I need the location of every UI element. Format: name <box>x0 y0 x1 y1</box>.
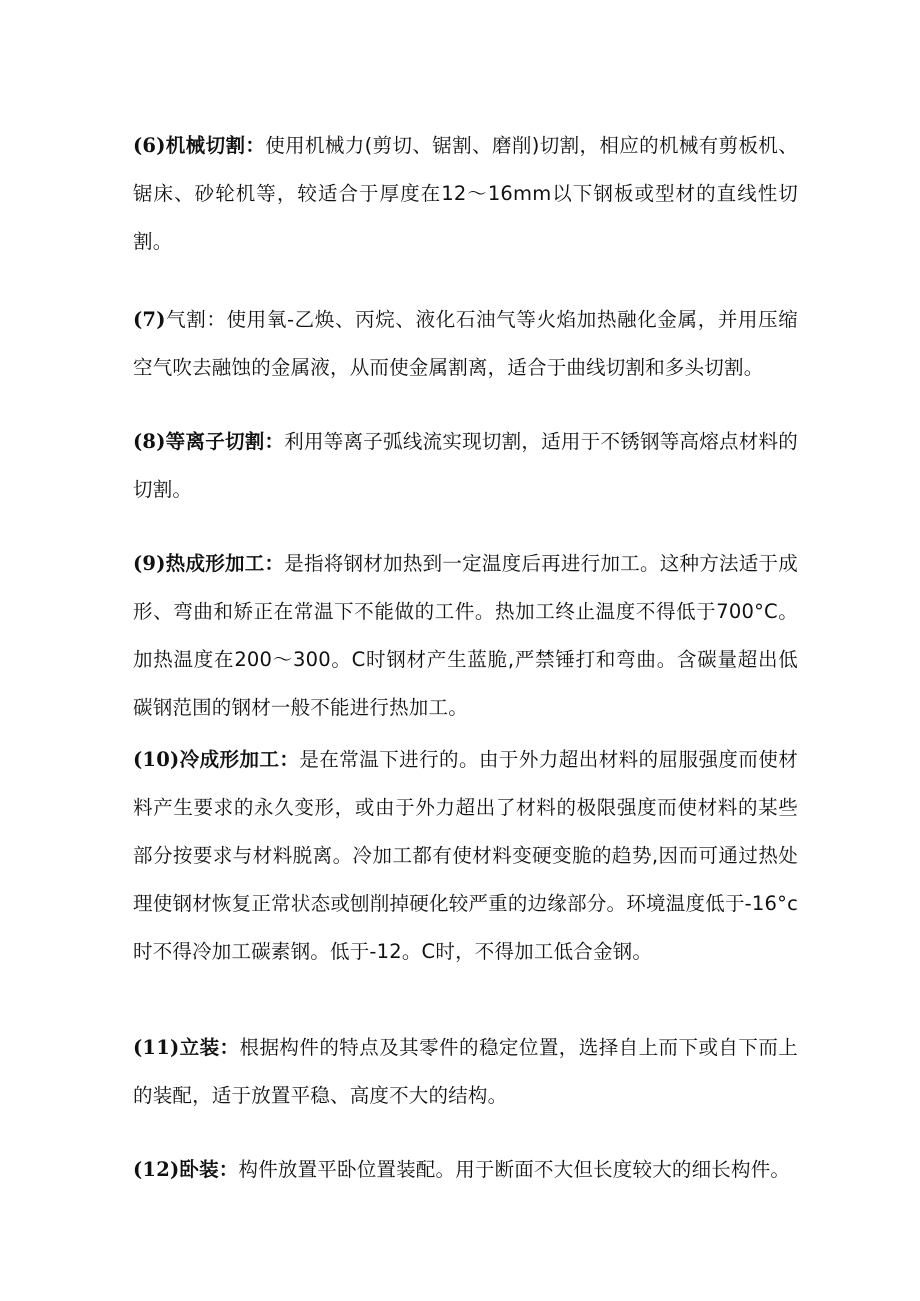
paragraph-heading: (8)等离子切割： <box>133 430 285 453</box>
paragraph-body: 使用机械力(剪切、锯割、磨削)切割，相应的机械有剪板机、锯床、砂轮机等，较适合于厚度在12～16mm以下钢板或型材的直线性切割。 <box>133 134 798 253</box>
paragraph-body: 气割：使用氧-乙焕、丙烷、液化石油气等火焰加热融化金属，并用压缩空气吹去融蚀的金属液，从而使金属割离，适合于曲线切割和多头切割。 <box>133 308 798 379</box>
paragraph-gas-cutting <box>133 296 798 392</box>
paragraph-mechanical-cutting <box>133 122 798 266</box>
paragraph-plasma-cutting <box>133 418 798 514</box>
paragraph-heading: (7) <box>133 308 166 331</box>
paragraph-vertical-assembly <box>133 1024 798 1120</box>
paragraph-heading: (12)卧装： <box>133 1158 239 1181</box>
paragraph-cold-forming <box>133 736 798 976</box>
paragraph-body: 构件放置平卧位置装配。用于断面不大但长度较大的细长构件。 <box>238 1158 791 1181</box>
paragraph-horizontal-assembly <box>133 1146 798 1194</box>
paragraph-heading: (11)立装： <box>133 1036 240 1059</box>
paragraph-body: 利用等离子弧线流实现切割，适用于不锈钢等高熔点材料的切割。 <box>133 430 799 501</box>
paragraph-heading: (9)热成形加工： <box>133 552 285 575</box>
paragraph-body: 根据构件的特点及其零件的稳定位置，选择自上而下或自下而上的装配，适于放置平稳、高度不大的结构。 <box>133 1036 798 1107</box>
paragraph-heading: (10)冷成形加工： <box>133 748 300 771</box>
paragraph-heading: (6)机械切割： <box>133 134 266 157</box>
paragraph-body: 是在常温下进行的。由于外力超出材料的屈服强度而使材料产生要求的永久变形，或由于外力超出了材料的极限强度而使材料的某些部分按要求与材料脱离。冷加工都有使材料变硬变脆的趋势,因而可通过热处理使钢材恢复正常状态或刨削掉硬化较严重的边缘部分。环境温度低于-16°c时不得冷加工碳素钢。低于-12。C时，不得加工低合金钢。 <box>133 748 798 963</box>
paragraph-body: 是指将钢材加热到一定温度后再进行加工。这种方法适于成形、弯曲和矫正在常温下不能做的工件。热加工终止温度不得低于700°C。加热温度在200～300。C时钢材产生蓝脆,严禁锤打和弯曲。含碳量超出低碳钢范围的钢材一般不能进行热加工。 <box>133 552 799 719</box>
paragraph-hot-forming <box>133 540 798 732</box>
